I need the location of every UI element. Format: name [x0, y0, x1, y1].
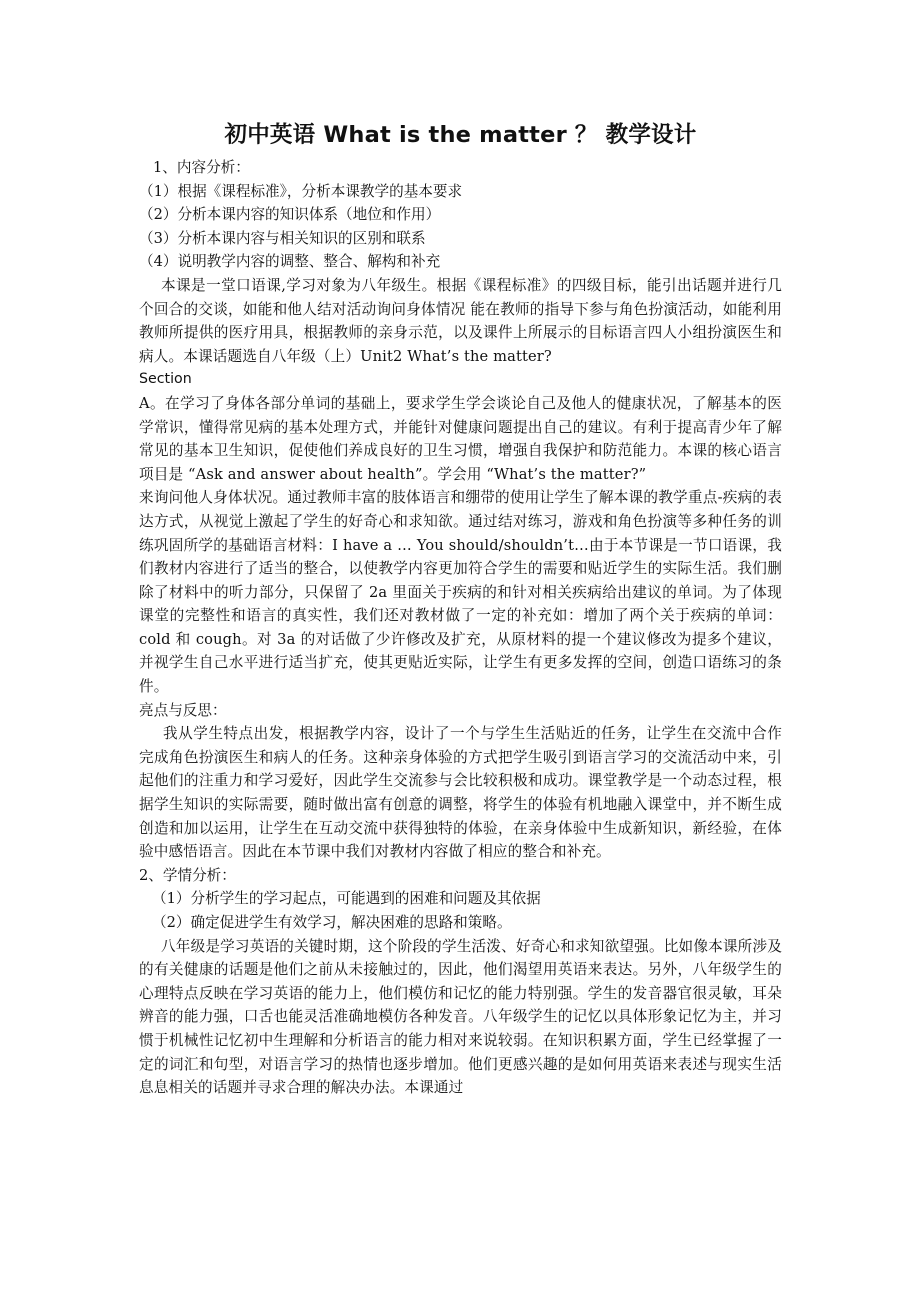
section2-heading: 2、学情分析： [139, 866, 236, 884]
section2-item-1: （1）分析学生的学习起点，可能遇到的困难和问题及其依据 [152, 890, 541, 908]
content-paragraph-1: 本课是一堂口语课,学习对象为八年级生。根据《课程标准》的四级目标，能引出话题并进行几个回合的交谈，如能和他人结对活动询问身体情况 能在教师的指导下参与角色扮演活动，如能利用教师所提供的医疗用具，根据教师的亲身示范，以及课件上所展示的目标语言四人小组扮演医生和病人。本课话题选自八年级（上）Unit2 What’s the matter? [139, 276, 782, 365]
section1-item-2: （2）分析本课内容的知识体系（地位和作用） [139, 206, 441, 224]
section1-item-4: （4）说明教学内容的调整、整合、解构和补充 [139, 253, 441, 271]
section1-item-1: （1）根据《课程标准》，分析本课教学的基本要求 [139, 182, 463, 200]
section2-item-2: （2）确定促进学生有效学习，解决困难的思路和策略。 [152, 914, 512, 931]
highlights-heading: 亮点与反思： [139, 701, 227, 719]
document-page [139, 118, 782, 1100]
content-paragraph-1-tail: Section [139, 371, 192, 388]
section1-heading: 1、内容分析： [153, 159, 250, 176]
section1-item-3: （3）分析本课内容与相关知识的区别和联系 [139, 229, 426, 247]
content-paragraph-2: A。在学习了身体各部分单词的基础上，要求学生学会谈论自己及他人的健康状况，了解基本的医学常识，懂得常见病的基本处理方式，并能针对健康问题提出自己的建议。有利于提高青少年了解常见的基本卫生知识，促使他们养成良好的卫生习惯，增强自我保护和防范能力。本课的核心语言项目是 “Ask and answer about health”。学会用 “What’s the matter?” [139, 394, 782, 483]
highlights-paragraph: 我从学生特点出发，根据教学内容，设计了一个与学生生活贴近的任务，让学生在交流中合作完成角色扮演医生和病人的任务。这种亲身体验的方式把学生吸引到语言学习的交流活动中来，引起他们的注重力和学习爱好，因此学生交流参与会比较积极和成功。课堂教学是一个动态过程，根据学生知识的实际需要，随时做出富有创意的调整，将学生的体验有机地融入课堂中，并不断生成创造和加以运用，让学生在互动交流中获得独特的体验，在亲身体验中生成新知识，新经验，在体验中感悟语言。因此在本节课中我们对教材内容做了相应的整合和补充。 [139, 725, 782, 861]
content-paragraph-3: 来询问他人身体状况。通过教师丰富的肢体语言和绷带的使用让学生了解本课的教学重点-疾病的表达方式，从视觉上激起了学生的好奇心和求知欲。通过结对练习，游戏和角色扮演等多种任务的训练巩固所学的基础语言材料：I have a … You should/shouldn’t…由于本节课是一节口语课，我们教材内容进行了适当的整合，以使教学内容更加符合学生的需要和贴近学生的实际生活。我们删除了材料中的听力部分，只保留了 2a 里面关于疾病的和针对相关疾病给出建议的单词。为了体现课堂的完整性和语言的真实性，我们还对教材做了一定的补充如：增加了两个关于疾病的单词：cold 和 cough。对 3a 的对话做了少许修改及扩充，从原材料的提一个建议修改为提多个建议，并视学生自己水平进行适当扩充，使其更贴近实际，让学生有更多发挥的空间，创造口语练习的条件。 [139, 489, 782, 696]
learner-analysis-paragraph: 八年级是学习英语的关键时期，这个阶段的学生活泼、好奇心和求知欲望强。比如像本课所涉及的有关健康的话题是他们之前从未接触过的，因此，他们渴望用英语来表达。另外，八年级学生的心理特点反映在学习英语的能力上，他们模仿和记忆的能力特别强。学生的发音器官很灵敏，耳朵辨音的能力强，口舌也能灵活准确地模仿各种发音。八年级学生的记忆以具体形象记忆为主，并习惯于机械性记忆初中生理解和分析语言的能力相对来说较弱。在知识积累方面，学生已经掌握了一定的词汇和句型，对语言学习的热情也逐步增加。他们更感兴趣的是如何用英语来表述与现实生活息息相关的话题并寻求合理的解决办法。本课通过 [139, 937, 782, 1097]
document-title: 初中英语 What is the matter ？ 教学设计 [224, 122, 697, 148]
